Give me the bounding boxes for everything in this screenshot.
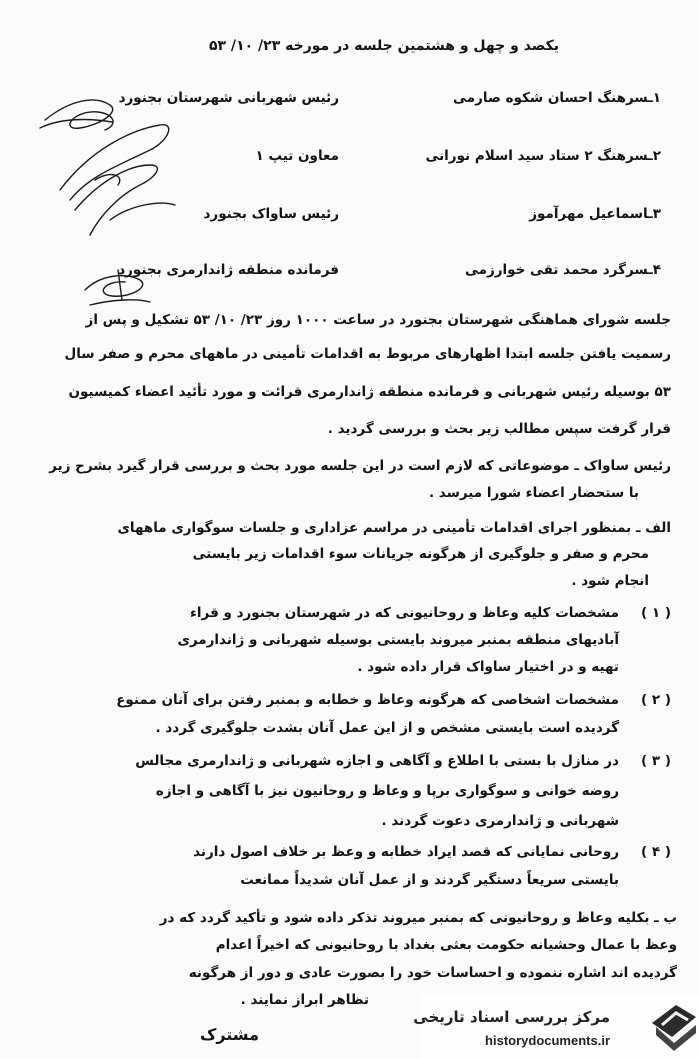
- item-1-number: ( ۱ ): [641, 605, 671, 621]
- intro-line-2: رسمیت یافتن جلسه ابتدا اظهارهای مربوط به اقدامات تأمینی در ماههای محرم و صفر سال: [64, 346, 671, 362]
- signature-1: [45, 100, 113, 130]
- member-3-name: ۳ـاسماعیل مهرآموز: [529, 206, 661, 222]
- member-2-name: ۲ـسرهنگ ۲ ستاد سید اسلام نورانی: [425, 148, 661, 164]
- intro-line-4: قرار گرفت سپس مطالب زیر بحث و بررسی گردید .: [327, 421, 671, 437]
- item-3-number: ( ۳ ): [641, 753, 671, 769]
- item-1-line-3: تهیه و در اختیار ساواک قرار داده شود .: [357, 659, 619, 675]
- item-3-line-3: شهربانی و ژاندارمری دعوت گردند .: [381, 813, 619, 829]
- be-line-3: گردیده اند اشاره ننموده و احساسات خود را بصورت عادی و دور از هرگونه: [188, 965, 677, 981]
- signature-3: [85, 276, 143, 297]
- item-2-number: ( ۲ ): [641, 692, 671, 708]
- member-1-role: رئیس شهربانی شهرستان بجنورد: [118, 90, 339, 106]
- savak-line-2: با ستحضار اعضاء شورا میرسد .: [428, 485, 639, 501]
- item-1-line-1: مشخصات کلیه وعاظ و روحانیونی که در شهرستان بجنورد و قراء: [190, 605, 619, 621]
- member-3-role: رئیس ساواک بجنورد: [203, 206, 339, 222]
- item-4-number: ( ۴ ): [641, 844, 671, 860]
- be-line-2: وعظ با عمال وحشیانه حکومت بعثی بغداد با روحانیونی که اخیراً اعدام: [215, 937, 677, 953]
- signature-2: [60, 125, 169, 200]
- member-1-name: ۱ـسرهنگ احسان شکوه صارمی: [453, 90, 661, 106]
- item-4-line-1: روحانی نمایانی که قصد ایراد خطابه و وعظ بر خلاف اصول دارند: [193, 844, 619, 860]
- item-1-line-2: آبادیهای منطقه بمنبر میروند بایستی بوسیله شهربانی و ژاندارمری: [177, 632, 619, 648]
- watermark-name: مرکز بررسی اسناد تاریخی: [413, 1008, 610, 1026]
- meeting-title: یکصد و چهل و هشتمین جلسه در مورخه ۲۳/ ۱۰/ ۵۳: [208, 38, 559, 54]
- item-2-line-1: مشخصات اشخاصی که هرگونه وعاظ و خطابه و بمنبر رفتن برای آنان ممنوع: [116, 692, 619, 708]
- member-4-role: فرمانده منطقه ژاندارمری بجنورد: [118, 262, 339, 278]
- item-4-line-2: بایستی سریعاً دستگیر گردند و از عمل آنان شدیداً ممانعت: [240, 872, 619, 888]
- alef-line-2: محرم و صفر و جلوگیری از هرگونه جریانات سوء اقدامات زیر بایستی: [192, 546, 649, 562]
- member-2-role: معاون تیپ ۱: [255, 148, 339, 164]
- be-line-1: ب ـ بکلیه وعاظ و روحانیونی که بمنبر میروند تذکر داده شود و تأکید گردد که در: [159, 910, 677, 926]
- watermark-logo: [420, 995, 699, 1058]
- item-3-line-2: روضه خوانی و سوگواری برپا و وعاظ و روحانیون نیز با آگاهی و اجازه: [155, 783, 619, 799]
- watermark-url: historydocuments.ir: [485, 1033, 610, 1048]
- member-4-name: ۴ـسرگرد محمد تقی خوارزمی: [464, 262, 661, 278]
- savak-line-1: رئیس ساواک ـ موضوعاتی که لازم است در این جلسه مورد بحث و بررسی قرار گیرد بشرح زیر: [49, 458, 671, 474]
- be-line-4: تظاهر ابراز نمایند .: [240, 992, 369, 1008]
- closing-word: مشترک: [199, 1025, 259, 1044]
- item-3-line-1: در منازل با بستی با اطلاع و آگاهی و اجازه شهربانی و ژاندارمری مجالس: [135, 753, 619, 769]
- intro-line-1: جلسه شورای هماهنگی شهرستان بجنورد در ساعت ۱۰۰۰ روز ۲۳/ ۱۰/ ۵۳ تشکیل و پس از: [85, 312, 671, 328]
- intro-line-3: ۵۳ بوسیله رئیس شهربانی و فرمانده منطقه ژاندارمری قرائت و مورد تأئید اعضاء کمیسیون: [68, 384, 671, 400]
- alef-line-3: انجام شود .: [571, 573, 649, 589]
- item-2-line-2: گردیده است بایستی مشخص و از این عمل آنان بشدت جلوگیری گردد .: [155, 720, 619, 736]
- alef-line-1: الف ـ بمنظور اجرای اقدامات تأمینی در مراسم عزاداری و جلسات سوگواری ماههای: [117, 520, 671, 536]
